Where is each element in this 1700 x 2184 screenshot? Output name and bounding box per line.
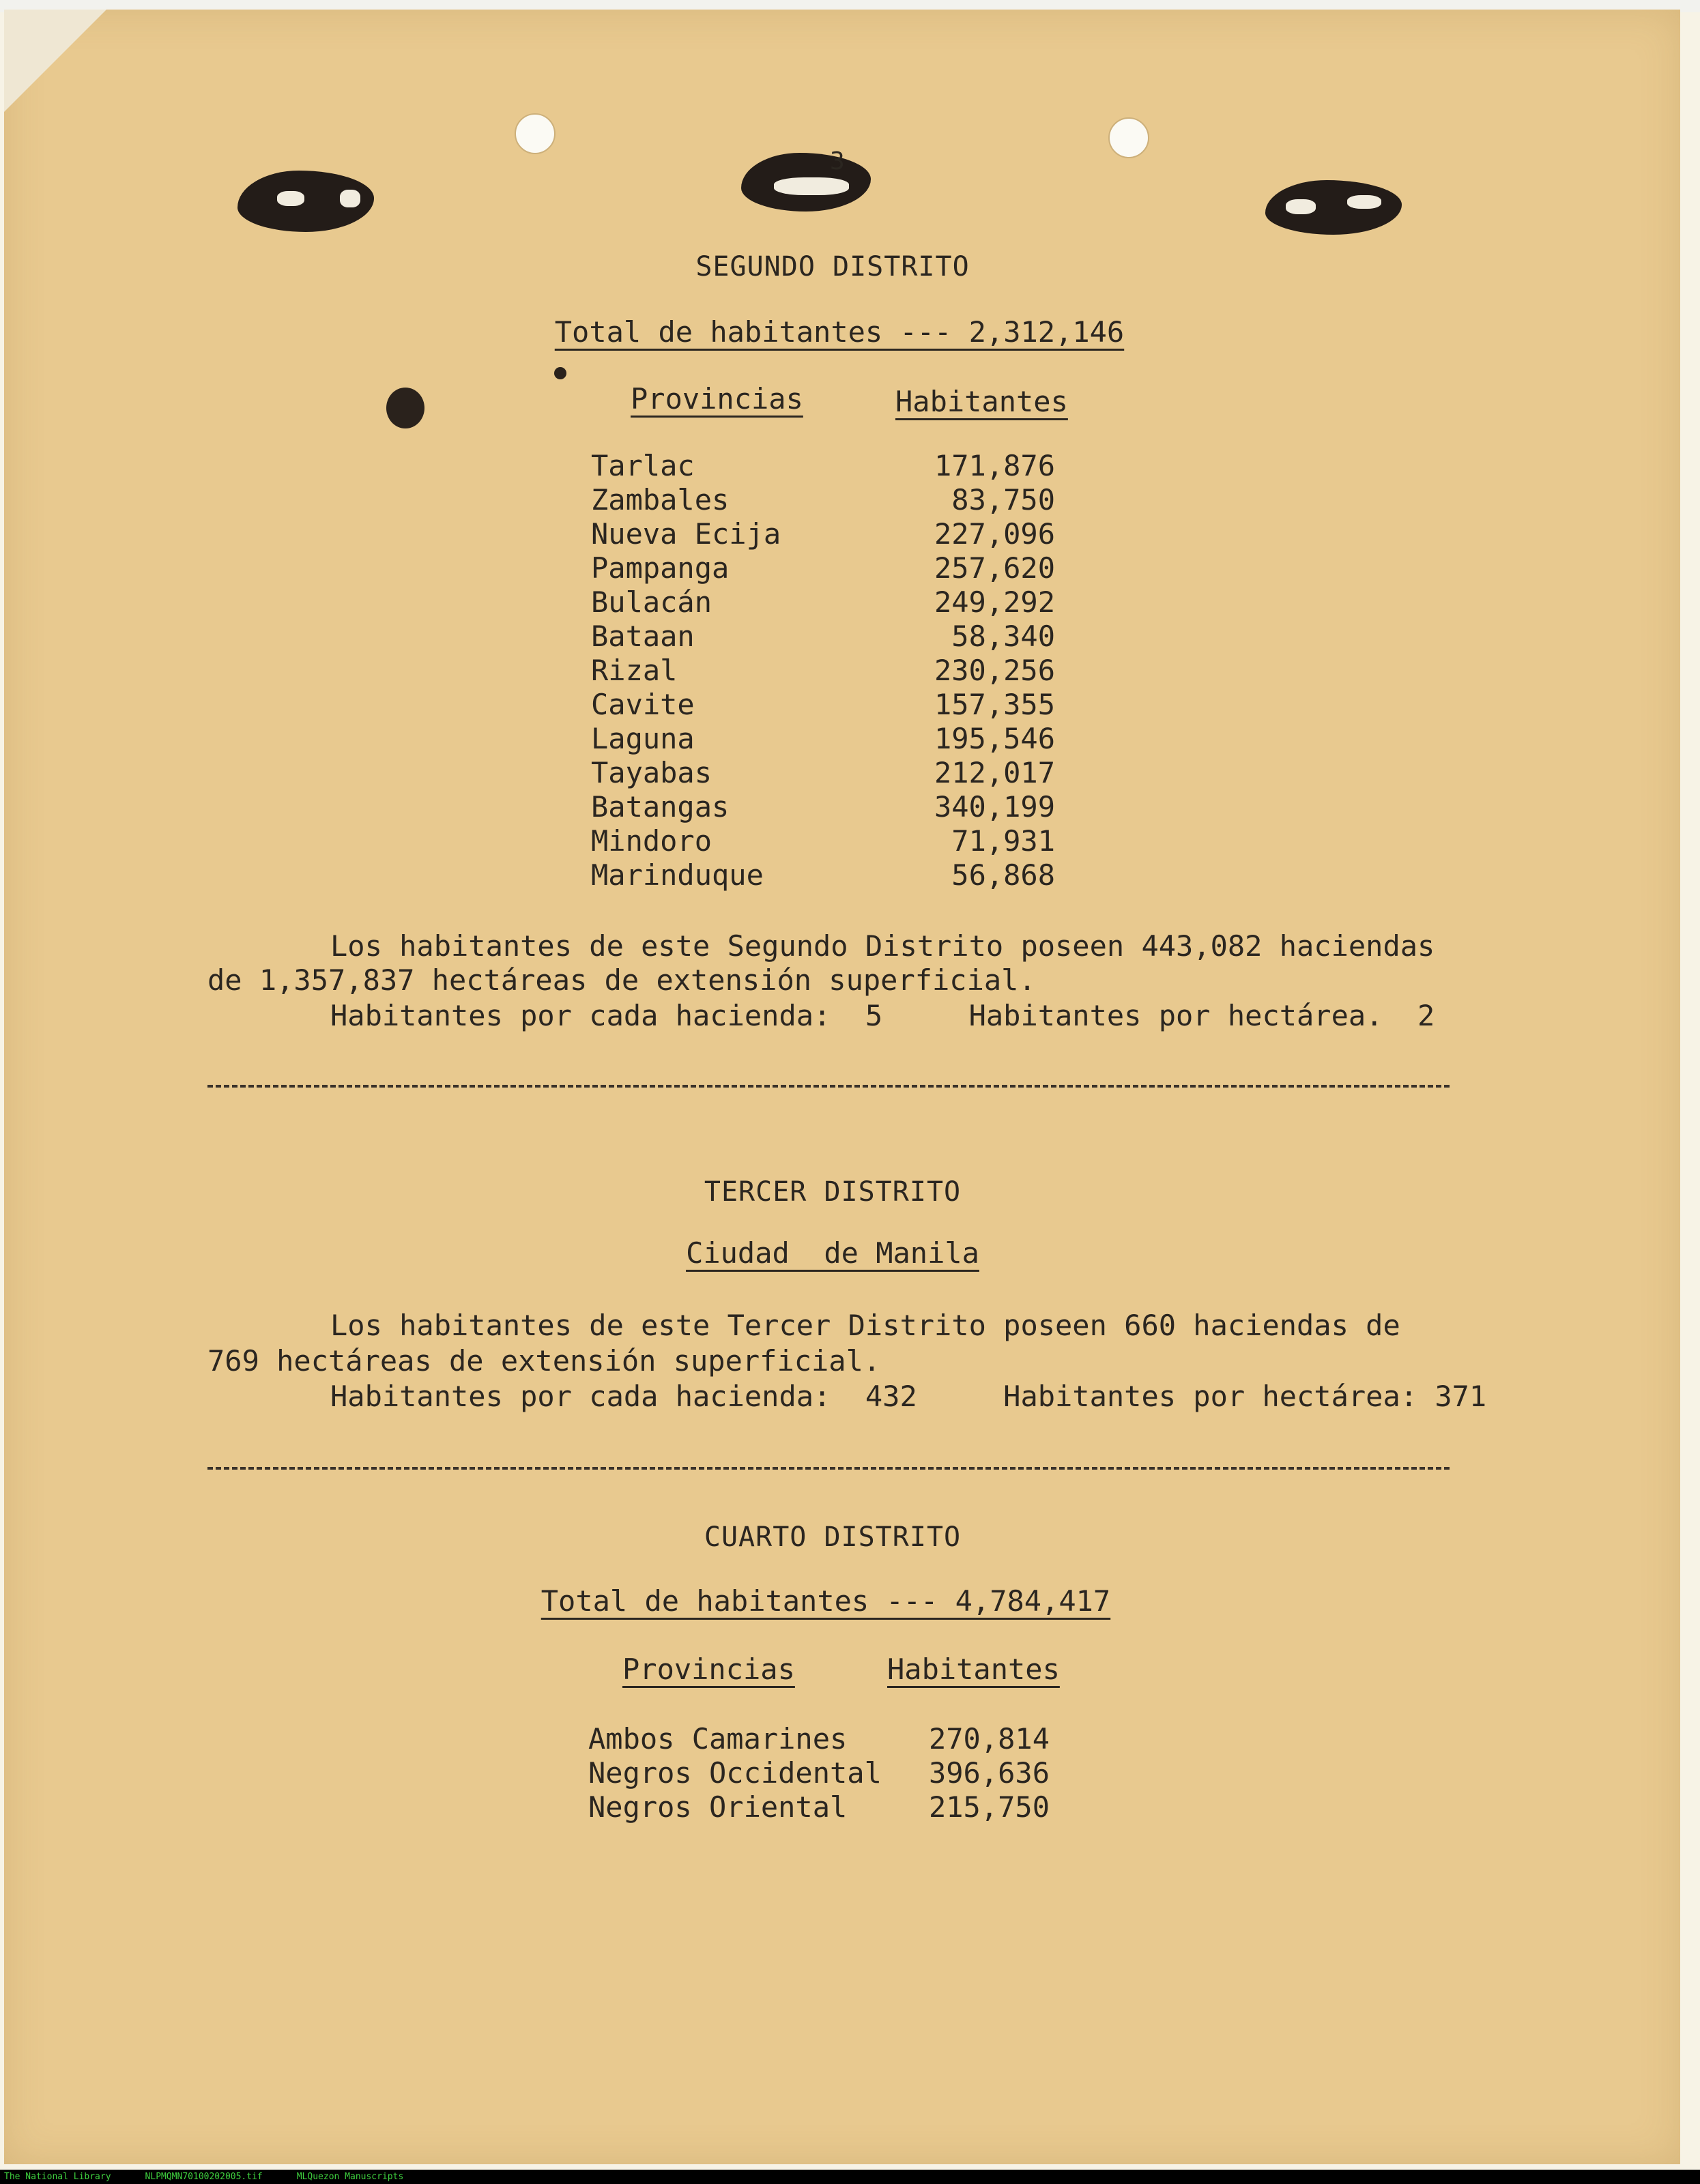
segundo-table	[591, 449, 1055, 899]
divider-rule-1	[207, 1085, 1450, 1088]
habitantes-value: 257,620	[934, 551, 1055, 585]
segundo-paragraph-line3: Habitantes por cada hacienda: 5 Habitantes por hectárea. 2	[330, 999, 1435, 1032]
provincia-name: Laguna	[591, 722, 695, 755]
table-row	[591, 585, 1055, 620]
cuarto-total-line: Total de habitantes --- 4,784,417	[541, 1584, 1111, 1618]
table-row	[591, 722, 1055, 756]
ink-speck	[554, 367, 566, 379]
habitantes-value: 215,750	[928, 1790, 1050, 1824]
punch-hole-left	[515, 113, 556, 154]
habitantes-value: 212,017	[934, 756, 1055, 789]
segundo-heading: SEGUNDO DISTRITO	[695, 251, 970, 282]
table-row	[591, 654, 1055, 688]
habitantes-value: 340,199	[934, 790, 1055, 824]
habitantes-value: 83,750	[951, 483, 1055, 516]
table-row	[591, 449, 1055, 483]
provincia-name: Bataan	[591, 620, 695, 653]
table-row	[591, 858, 1055, 892]
table-row	[591, 620, 1055, 654]
habitantes-value: 157,355	[934, 688, 1055, 721]
habitantes-value: 249,292	[934, 585, 1055, 619]
table-row	[588, 1756, 1050, 1790]
habitantes-value: 195,546	[934, 722, 1055, 755]
provincia-name: Negros Oriental	[588, 1790, 848, 1824]
ink-spot	[386, 388, 424, 428]
segundo-paragraph-line2: de 1,357,837 hectáreas de extensión superficial.	[207, 963, 1036, 997]
provincia-name: Batangas	[591, 790, 730, 824]
provincia-name: Marinduque	[591, 858, 764, 892]
cuarto-col-habitantes: Habitantes	[887, 1652, 1060, 1686]
table-row	[591, 756, 1055, 790]
provincia-name: Ambos Camarines	[588, 1722, 848, 1756]
tercer-subheading: Ciudad de Manila	[686, 1236, 979, 1270]
habitantes-value: 56,868	[951, 858, 1055, 892]
divider-rule-2	[207, 1467, 1450, 1470]
footer-file: NLPMQMN70100202005.tif	[145, 2172, 263, 2182]
segundo-paragraph-line1: Los habitantes de este Segundo Distrito poseen 443,082 haciendas	[330, 929, 1435, 963]
tercer-paragraph-line2: 769 hectáreas de extensión superficial.	[207, 1344, 881, 1378]
tercer-paragraph-line1: Los habitantes de este Tercer Distrito poseen 660 haciendas de	[330, 1309, 1400, 1342]
provincia-name: Rizal	[591, 654, 678, 687]
cuarto-table	[588, 1722, 1050, 1824]
cuarto-col-provincias: Provincias	[622, 1652, 795, 1686]
provincia-name: Bulacán	[591, 585, 712, 619]
habitantes-value: 71,931	[951, 824, 1055, 858]
table-row	[588, 1722, 1050, 1756]
footer-collection: MLQuezon Manuscripts	[296, 2172, 404, 2182]
table-row	[588, 1790, 1050, 1824]
table-row	[591, 517, 1055, 551]
provincia-name: Nueva Ecija	[591, 517, 781, 551]
page-number: 3	[830, 147, 845, 175]
provincia-name: Zambales	[591, 483, 730, 516]
provincia-name: Negros Occidental	[588, 1756, 882, 1790]
tercer-paragraph-line3: Habitantes por cada hacienda: 432 Habitantes por hectárea: 371	[330, 1380, 1487, 1413]
tercer-heading: TERCER DISTRITO	[704, 1176, 962, 1208]
table-row	[591, 688, 1055, 722]
scan-footer	[0, 2170, 1700, 2184]
table-row	[591, 790, 1055, 824]
footer-library: The National Library	[4, 2172, 111, 2182]
segundo-col-habitantes: Habitantes	[895, 385, 1068, 418]
habitantes-value: 58,340	[951, 620, 1055, 653]
habitantes-value: 227,096	[934, 517, 1055, 551]
habitantes-value: 396,636	[928, 1756, 1050, 1790]
provincia-name: Pampanga	[591, 551, 730, 585]
segundo-col-provincias: Provincias	[631, 382, 803, 416]
provincia-name: Mindoro	[591, 824, 712, 858]
habitantes-value: 230,256	[934, 654, 1055, 687]
table-row	[591, 824, 1055, 858]
segundo-total-line: Total de habitantes --- 2,312,146	[554, 315, 1125, 349]
table-row	[591, 483, 1055, 517]
torn-corner	[4, 10, 106, 112]
habitantes-value: 270,814	[928, 1722, 1050, 1756]
punch-hole-right	[1108, 117, 1149, 158]
table-row	[591, 551, 1055, 585]
provincia-name: Cavite	[591, 688, 695, 721]
cuarto-heading: CUARTO DISTRITO	[704, 1521, 962, 1553]
provincia-name: Tarlac	[591, 449, 695, 482]
provincia-name: Tayabas	[591, 756, 712, 789]
habitantes-value: 171,876	[934, 449, 1055, 482]
